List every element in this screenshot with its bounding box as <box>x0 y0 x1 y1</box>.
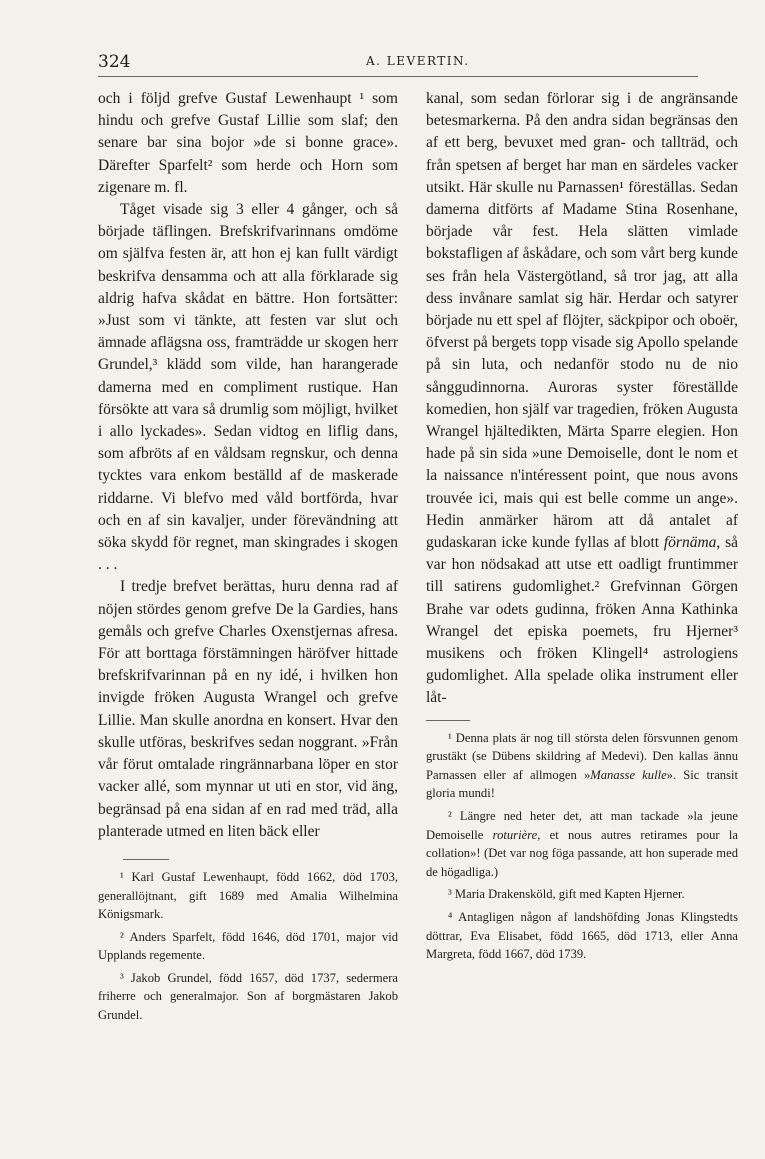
left-paragraph-3: I tredje brefvet berättas, huru denna rad af nöjen stördes genom grefve De la Gardies, hans gemåls och grefve Charles Oxenstjernas afresa. För att borttaga förstämningen häröfver hittade brefskrifvarinnan på en ny idé, i hvilken hon invigde fröken Augusta Wrangel och grefve Lillie. Man skulle anordna en konsert. Hvar den skulle utföras, beskrifves sedan noggrant. »Från vår förut omtalade ringrännarbana löper en stor vacker allé, som mynnar ut uti en stor, vid äng, begränsad på ena sidan af en rad med träd, alla planterade utmed en liten bäck eller <box>98 578 398 840</box>
page-number: 324 <box>98 52 131 72</box>
left-paragraph-1: och i följd grefve Gustaf Lewenhaupt ¹ som hindu och grefve Gustaf Lillie som slaf; den senare bar sina bojor »de si bonne grace». Därefter Sparfelt² som herde och Horn som zigenare m. fl. <box>98 90 398 196</box>
right-footnotes <box>426 729 738 964</box>
italic-manasse-kulle: Manasse kulle <box>590 767 667 782</box>
footnote-2-right <box>426 807 738 881</box>
right-paragraph-1-text-b: , så var hon nödsakad att utse ett oadligt fruntimmer till satirens gudomlighet.² Grefvinnan Görgen Brahe var odets gudinna, fröken Anna Kathinka Wrangel det episka poemets, fru Hjerner³ musikens och fröken Klingell⁴ astrologiens gudomlighet. Alla spelade olika instrument eller låt- <box>426 534 738 707</box>
footnote-3-right: ³ Maria Drakensköld, gift med Kapten Hjerner. <box>448 887 685 902</box>
left-column <box>98 88 398 1029</box>
footnote-1-right-text-b: ». Sic transit gloria mundi! <box>426 767 738 801</box>
italic-roturiere: roturière <box>492 827 538 842</box>
running-head: A. LEVERTIN. <box>366 54 470 68</box>
right-paragraph-1-text-a: kanal, som sedan förlorar sig i de angränsande betesmarkerna. På den andra sidan begränsas den af ett berg, bevuxet med gran- och tallträd, och från spetsen af berget har man en särdeles vacker utsikt. Här skulle nu Parnassen¹ föreställas. Sedan damerna ditförts af Madame Stina Rosenhane, började vår fest. Hela slätten vimlade bokstafligen af åskådare, och som vårt berg kunde ses från hela Västergötland, så tror jag, att alla dess invånare samlat sig här. Herdar och satyrer började nu ett spel af flöjter, säckpipor och oboër, öfverst på bergets topp visade sig Apollo spelande på sin luta, och nedanför stodo nu de nio sånggudinnorna. Auroras syster föreställde komedien, hon själf var tragedien, fröken Augusta Wrangel hjältedikten, Märta Sparre elegien. Hon hade på sin sida »une Demoiselle, dont le nom et la naissance n'intéressent point, que nous avons trouvée ici, mais qui est belle comme un ange». Hedin anmärker härom att då antalet af gudaskaran icke kunde fyllas af blott <box>426 90 738 552</box>
left-footnotes <box>98 868 398 1025</box>
footnote-1-left: ¹ Karl Gustaf Lewenhaupt, född 1662, död 1703, generallöjtnant, gift 1689 med Amalia Wilhelmina Königsmark. <box>98 869 398 922</box>
footnote-2-left: ² Anders Sparfelt, född 1646, död 1701, major vid Upplands regemente. <box>98 929 398 963</box>
right-column <box>426 88 738 968</box>
right-paragraph-1 <box>426 88 738 710</box>
footnote-2-right-text-b: , et nous autres retirames pour la collation»! (Det var nog föga passande, att hon superade med de högadliga.) <box>426 827 738 879</box>
page-header <box>98 48 698 78</box>
footnote-3-left: ³ Jakob Grundel, född 1657, död 1737, sedermera friherre och generalmajor. Son af borgmästaren Jakob Grundel. <box>98 970 398 1023</box>
italic-fornama: förnäma <box>663 534 717 552</box>
header-rule <box>98 76 698 77</box>
footnote-1-right-text-a: ¹ Denna plats är nog till största delen försvunnen genom grustäkt (se Dübens skildring af Medevi). Den kallas ännu Parnassen eller af allmogen » <box>426 730 738 782</box>
left-paragraph-2: Tåget visade sig 3 eller 4 gånger, och så började täflingen. Brefskrifvarinnans omdöme om själfva festen är, att hon ej kan fullt värdigt beskrifva densamma och att alla förklarade sig aldrig hafva skådat en bättre. Hon fortsätter: »Just som vi tänkte, att festen var slut och ämnade aflägsna oss, framträdde ur skogen herr Grundel,³ klädd som vilde, han harangerade damerna med en compliment rustique. Han försökte att vara så drumlig som möjligt, hvilket i allo lyckades». Sedan vidtog en liflig dans, som afbröts af en våldsam regnskur, och denna tycktes vara enkom beställd af de maskerade riddarne. Vi blefvo med våld bortförda, hvar och en af sin kavaljer, under förevändning att söka skydd för regnet, man skingrades i skogen . . . <box>98 201 398 574</box>
footnote-rule-right <box>426 720 470 721</box>
footnote-1-right <box>426 729 738 803</box>
footnote-rule-left <box>123 859 169 860</box>
footnote-4-right: ⁴ Antagligen någon af landshöfding Jonas Klingstedts döttrar, Eva Elisabet, född 1665, död 1713, eller Anna Margreta, född 1667, död 1739. <box>426 910 738 962</box>
footnote-2-right-text-a: ² Längre ned heter det, att man tackade »la jeune Demoiselle <box>426 809 738 842</box>
